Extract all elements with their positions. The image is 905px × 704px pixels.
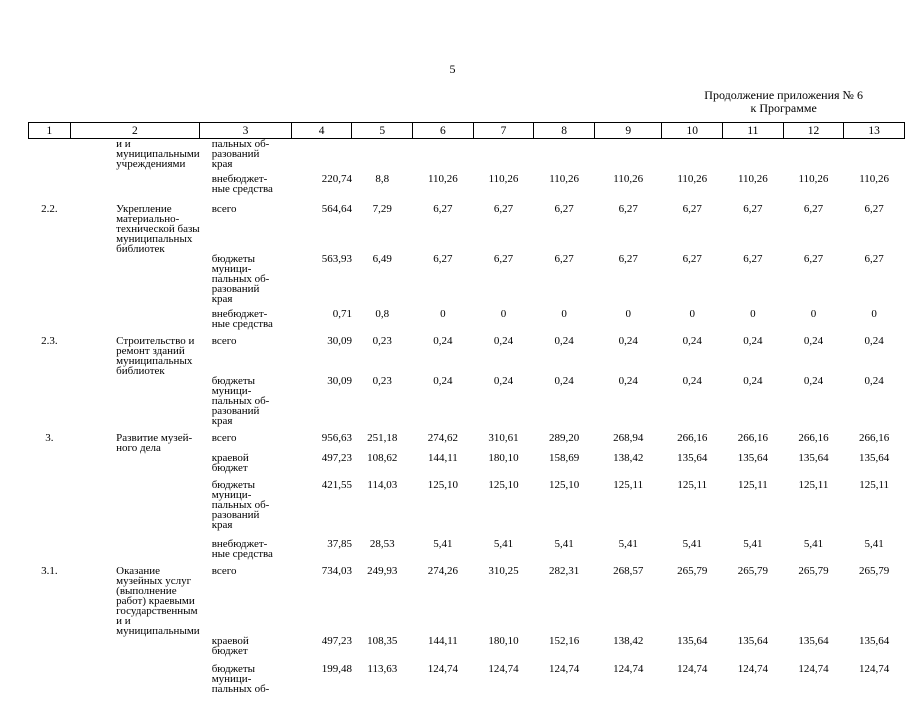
value-cell: 124,74 — [548, 662, 580, 675]
value-cell: 135,64 — [859, 451, 890, 464]
table-row — [29, 453, 905, 480]
row-name: и и муниципальными учреждениями — [116, 138, 200, 170]
row-number: 3.1. — [41, 564, 58, 577]
value-cell — [291, 139, 352, 174]
value-cell: 124,74 — [737, 662, 768, 675]
value-cell: 6,27 — [682, 252, 702, 265]
value-cell: 249,93 — [367, 564, 398, 577]
value-cell: 6,27 — [743, 252, 763, 265]
column-header: 2 — [70, 123, 200, 139]
column-header: 1 — [29, 123, 71, 139]
value-cell — [473, 139, 534, 174]
value-cell: 6,27 — [554, 202, 574, 215]
value-cell: 274,26 — [427, 564, 459, 577]
value-cell: 0 — [440, 307, 446, 320]
column-header: 13 — [844, 123, 905, 139]
value-cell: 135,64 — [798, 451, 829, 464]
value-cell: 135,64 — [859, 634, 890, 647]
value-cell: 180,10 — [488, 634, 519, 647]
value-cell: 266,16 — [798, 431, 829, 444]
continuation-line-2: к Программе — [750, 101, 817, 115]
value-cell: 125,11 — [677, 478, 708, 491]
row-number — [29, 174, 71, 204]
row-number — [29, 254, 71, 309]
value-cell — [723, 139, 784, 174]
column-header: 9 — [594, 123, 662, 139]
value-cell: 152,16 — [548, 634, 580, 647]
value-cell: 6,49 — [372, 252, 392, 265]
value-cell: 125,10 — [427, 478, 459, 491]
value-cell: 6,27 — [618, 202, 638, 215]
value-cell: 268,94 — [613, 431, 644, 444]
value-cell: 138,42 — [613, 634, 644, 647]
column-header: 7 — [473, 123, 534, 139]
value-cell — [662, 139, 723, 174]
row-source: бюджеты муници- пальных об- — [211, 662, 270, 695]
row-name — [70, 376, 200, 433]
value-cell: 135,64 — [737, 451, 768, 464]
column-header: 12 — [783, 123, 844, 139]
value-cell: 0,24 — [803, 334, 824, 347]
value-cell: 265,79 — [737, 564, 768, 577]
value-cell: 0,24 — [743, 374, 763, 387]
value-cell: 30,09 — [327, 374, 352, 387]
column-header: 4 — [291, 123, 352, 139]
row-source: пальных об- разований края — [211, 138, 270, 170]
value-cell: 199,48 — [321, 662, 352, 675]
value-cell: 0,24 — [803, 374, 824, 387]
row-name: Строительство и ремонт зданий муниципальных библиотек — [116, 334, 195, 377]
table-row — [29, 433, 905, 453]
value-cell — [352, 139, 413, 174]
row-source: краевой бюджет — [211, 451, 249, 474]
row-name — [70, 480, 200, 539]
value-cell: 124,74 — [859, 662, 890, 675]
value-cell: 0,24 — [433, 334, 453, 347]
row-number: 2.3. — [41, 334, 58, 347]
row-source: внебюджет- ные средства — [211, 307, 273, 330]
value-cell: 124,74 — [488, 662, 519, 675]
row-source: всего — [211, 202, 237, 215]
value-cell: 956,63 — [321, 431, 352, 444]
value-cell: 0,24 — [618, 374, 638, 387]
value-cell: 110,26 — [549, 172, 580, 185]
value-cell: 0 — [871, 307, 877, 320]
value-cell: 37,85 — [327, 537, 352, 550]
column-header: 8 — [534, 123, 595, 139]
table-row — [29, 309, 905, 336]
value-cell: 0,24 — [433, 374, 453, 387]
value-cell: 30,09 — [327, 334, 352, 347]
value-cell: 310,61 — [488, 431, 519, 444]
row-number — [29, 453, 71, 480]
value-cell: 125,10 — [488, 478, 519, 491]
value-cell: 265,79 — [677, 564, 708, 577]
column-header: 6 — [413, 123, 474, 139]
header-row — [29, 123, 905, 139]
value-cell: 289,20 — [548, 431, 580, 444]
row-source: внебюджет- ные средства — [211, 537, 273, 560]
row-source: краевой бюджет — [211, 634, 249, 657]
value-cell: 0 — [810, 307, 817, 320]
value-cell: 110,26 — [798, 172, 829, 185]
value-cell: 0 — [750, 307, 756, 320]
value-cell: 113,63 — [367, 662, 398, 675]
value-cell: 125,11 — [613, 478, 644, 491]
table-row — [29, 139, 905, 174]
value-cell: 108,35 — [367, 634, 398, 647]
row-number — [29, 139, 71, 174]
value-cell: 6,27 — [618, 252, 638, 265]
value-cell: 0,24 — [682, 374, 702, 387]
value-cell: 5,41 — [803, 537, 824, 550]
value-cell: 138,42 — [613, 451, 644, 464]
row-number — [29, 309, 71, 336]
row-name — [70, 309, 200, 336]
table-body — [29, 139, 905, 704]
value-cell: 6,27 — [864, 202, 884, 215]
row-number — [29, 376, 71, 433]
value-cell: 6,27 — [554, 252, 574, 265]
column-header: 3 — [200, 123, 292, 139]
value-cell: 0 — [689, 307, 695, 320]
value-cell: 7,29 — [372, 202, 392, 215]
value-cell: 28,53 — [369, 537, 395, 550]
row-name — [70, 174, 200, 204]
value-cell: 5,41 — [618, 537, 638, 550]
page-number: 5 — [449, 62, 456, 76]
value-cell: 6,27 — [433, 252, 453, 265]
value-cell: 734,03 — [321, 564, 352, 577]
table-row — [29, 539, 905, 566]
value-cell: 110,26 — [613, 172, 644, 185]
value-cell: 125,11 — [859, 478, 890, 491]
value-cell: 421,55 — [321, 478, 352, 491]
value-cell: 0,23 — [372, 374, 392, 387]
value-cell: 125,11 — [737, 478, 768, 491]
value-cell: 0,24 — [554, 374, 574, 387]
value-cell: 0,24 — [864, 374, 884, 387]
value-cell — [844, 139, 905, 174]
row-source: всего — [211, 564, 237, 577]
value-cell: 125,11 — [798, 478, 829, 491]
value-cell: 5,41 — [554, 537, 574, 550]
value-cell: 266,16 — [737, 431, 768, 444]
value-cell: 564,64 — [321, 202, 352, 215]
table-row — [29, 204, 905, 254]
value-cell: 0 — [500, 307, 507, 320]
value-cell: 265,79 — [859, 564, 890, 577]
row-number — [29, 539, 71, 566]
continuation-line-1: Продолжение приложения № 6 — [704, 88, 863, 102]
value-cell: 266,16 — [677, 431, 708, 444]
value-cell: 251,18 — [367, 431, 398, 444]
value-cell — [413, 139, 474, 174]
table-row — [29, 664, 905, 704]
value-cell: 135,64 — [737, 634, 768, 647]
table-row — [29, 336, 905, 376]
row-source: всего — [211, 334, 237, 347]
value-cell: 6,27 — [682, 202, 702, 215]
value-cell: 274,62 — [427, 431, 459, 444]
value-cell: 124,74 — [677, 662, 708, 675]
value-cell: 497,23 — [321, 634, 352, 647]
value-cell: 0,24 — [864, 334, 884, 347]
value-cell: 265,79 — [798, 564, 829, 577]
value-cell: 0,24 — [554, 334, 574, 347]
table-row — [29, 566, 905, 636]
value-cell: 114,03 — [367, 478, 398, 491]
value-cell: 0,24 — [493, 334, 514, 347]
program-table — [28, 122, 905, 704]
value-cell: 5,41 — [864, 537, 884, 550]
value-cell: 110,26 — [488, 172, 519, 185]
value-cell: 563,93 — [321, 252, 352, 265]
row-source: внебюджет- ные средства — [211, 172, 273, 195]
column-header: 10 — [662, 123, 723, 139]
row-name: Развитие музей- ного дела — [116, 431, 193, 454]
value-cell: 0,24 — [618, 334, 638, 347]
value-cell: 0 — [625, 307, 631, 320]
value-cell: 6,27 — [803, 202, 824, 215]
value-cell: 5,41 — [682, 537, 702, 550]
row-name — [70, 254, 200, 309]
value-cell: 135,64 — [677, 634, 708, 647]
row-source: бюджеты муници- пальных об- разований края — [211, 252, 270, 305]
value-cell: 220,74 — [321, 172, 352, 185]
table-row — [29, 174, 905, 204]
value-cell: 6,27 — [433, 202, 453, 215]
row-number: 3. — [45, 431, 54, 444]
value-cell: 282,31 — [548, 564, 580, 577]
value-cell: 135,64 — [798, 634, 829, 647]
value-cell: 0,24 — [743, 334, 763, 347]
value-cell — [594, 139, 662, 174]
continuation-note — [704, 89, 863, 115]
value-cell: 5,41 — [433, 537, 453, 550]
value-cell: 0,24 — [493, 374, 514, 387]
table-row — [29, 254, 905, 309]
value-cell: 110,26 — [677, 172, 708, 185]
value-cell: 124,74 — [798, 662, 829, 675]
value-cell: 108,62 — [367, 451, 398, 464]
value-cell: 0,24 — [682, 334, 702, 347]
row-source: бюджеты муници- пальных об- разований края — [211, 374, 270, 427]
column-header: 5 — [352, 123, 413, 139]
value-cell: 110,26 — [859, 172, 890, 185]
value-cell — [534, 139, 595, 174]
value-cell: 6,27 — [493, 252, 514, 265]
table-row — [29, 376, 905, 433]
value-cell: 0 — [561, 307, 567, 320]
value-cell: 310,25 — [488, 564, 519, 577]
row-name — [70, 539, 200, 566]
value-cell: 5,41 — [743, 537, 763, 550]
value-cell: 266,16 — [859, 431, 890, 444]
value-cell: 110,26 — [737, 172, 768, 185]
row-name — [70, 453, 200, 480]
value-cell: 124,74 — [613, 662, 644, 675]
value-cell: 268,57 — [613, 564, 644, 577]
value-cell: 144,11 — [427, 634, 458, 647]
value-cell: 6,27 — [864, 252, 884, 265]
value-cell: 8,8 — [375, 172, 390, 185]
value-cell: 125,10 — [548, 478, 580, 491]
row-number — [29, 480, 71, 539]
value-cell: 144,11 — [427, 451, 458, 464]
value-cell: 6,27 — [803, 252, 824, 265]
row-source: всего — [211, 431, 237, 444]
value-cell: 6,27 — [493, 202, 514, 215]
value-cell: 0,71 — [332, 307, 352, 320]
value-cell: 124,74 — [427, 662, 459, 675]
row-name: Оказание музейных услуг (выполнение работ) краевыми государственным и и муниципальными — [116, 564, 200, 637]
table-row — [29, 480, 905, 539]
value-cell: 497,23 — [321, 451, 352, 464]
value-cell: 110,26 — [427, 172, 458, 185]
value-cell: 158,69 — [548, 451, 580, 464]
value-cell: 5,41 — [493, 537, 514, 550]
value-cell: 180,10 — [488, 451, 519, 464]
row-number: 2.2. — [41, 202, 58, 215]
value-cell: 135,64 — [677, 451, 708, 464]
row-name: Укрепление материально- технической базы муниципальных библиотек — [116, 202, 200, 255]
value-cell — [783, 139, 844, 174]
row-name — [70, 664, 200, 704]
value-cell: 0,8 — [375, 307, 390, 320]
column-header: 11 — [723, 123, 784, 139]
value-cell: 0,23 — [372, 334, 392, 347]
row-source: бюджеты муници- пальных об- разований края — [211, 478, 270, 531]
row-number — [29, 664, 71, 704]
value-cell: 6,27 — [743, 202, 763, 215]
